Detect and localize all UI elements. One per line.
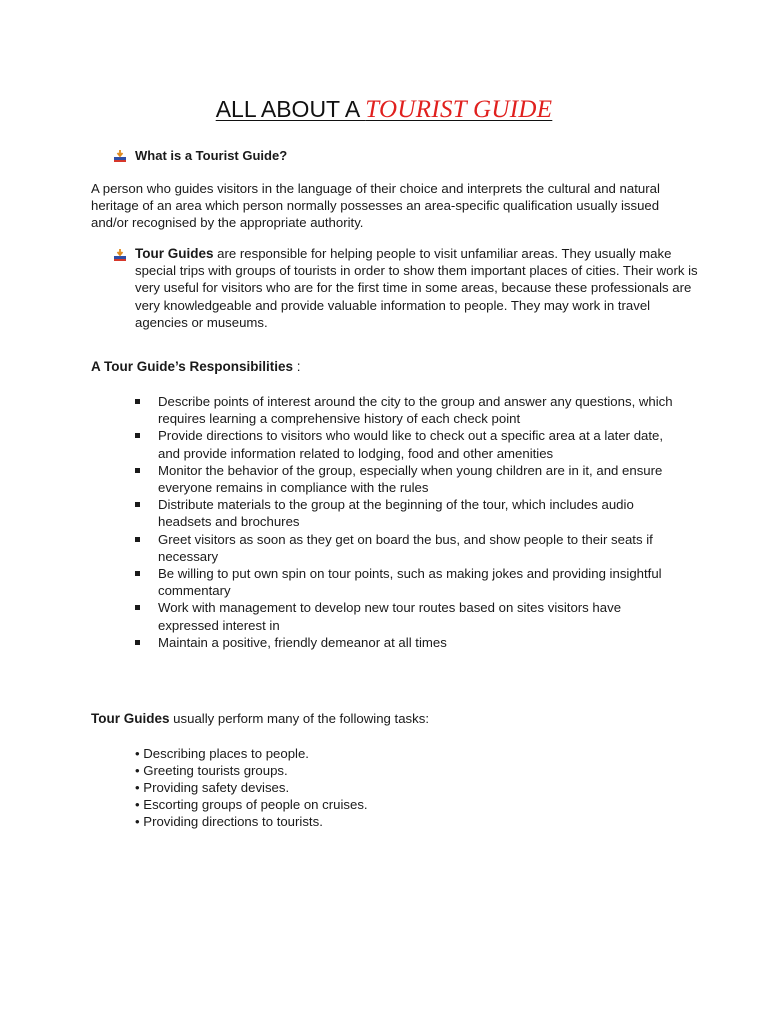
square-bullet-icon [135, 537, 140, 542]
tasks-heading-text: usually perform many of the following tasks: [169, 711, 429, 726]
square-bullet-icon [135, 605, 140, 610]
list-item: • Providing directions to tourists. [135, 814, 323, 829]
question-heading [113, 147, 287, 165]
tour-guides-label: Tour Guides [135, 246, 214, 261]
list-item: Describe points of interest around the city to the group and answer any questions, which requires learning a comprehensive history of each check point [135, 393, 675, 427]
list-item: Monitor the behavior of the group, especially when young children are in it, and ensure everyone remains in compliance with the rules [135, 462, 675, 496]
square-bullet-icon [135, 502, 140, 507]
title-accent: TOURIST GUIDE [365, 96, 553, 123]
tour-guides-text: are responsible for helping people to visit unfamiliar areas. They usually make special trips with groups of tourists in order to show them important places of cities. Their work is very useful for visitors who are for the first time in some areas, because these professionals are very knowledgeable and provide valuable information to people. They may work in travel agencies or museums. [135, 246, 698, 330]
list-item: • Greeting tourists groups. [135, 763, 288, 778]
question-heading-text: What is a Tourist Guide? [135, 148, 288, 163]
square-bullet-icon [135, 433, 140, 438]
list-item: Greet visitors as soon as they get on board the bus, and show people to their seats if necessary [135, 531, 675, 565]
tasks-list [135, 745, 368, 830]
responsibilities-heading-text: A Tour Guide’s Responsibilities [91, 359, 294, 374]
list-item: Maintain a positive, friendly demeanor at all times [135, 634, 675, 651]
responsibilities-heading [91, 358, 301, 376]
arrow-book-icon [113, 248, 127, 262]
list-item: Provide directions to visitors who would like to check out a specific area at a later date, and provide information related to lodging, food and other amenities [135, 427, 675, 461]
title-plain: ALL ABOUT A [215, 96, 366, 122]
responsibilities-list [135, 393, 675, 651]
square-bullet-icon [135, 468, 140, 473]
tasks-heading [91, 710, 429, 728]
list-item: Distribute materials to the group at the beginning of the tour, which includes audio headsets and brochures [135, 496, 675, 530]
arrow-book-icon [113, 149, 127, 163]
tasks-heading-label: Tour Guides [91, 711, 170, 726]
square-bullet-icon [135, 640, 140, 645]
intro-paragraph: A person who guides visitors in the language of their choice and interprets the cultural and natural heritage of an area which person normally possesses an area-specific qualification usually issued and/or recognised by the appropriate authority. [91, 181, 660, 230]
list-item: • Escorting groups of people on cruises. [135, 797, 368, 812]
tour-guides-paragraph [113, 245, 705, 331]
square-bullet-icon [135, 571, 140, 576]
list-item: • Providing safety devises. [135, 780, 290, 795]
list-item: Be willing to put own spin on tour points, such as making jokes and providing insightful commentary [135, 565, 675, 599]
page-title [0, 94, 768, 125]
responsibilities-heading-suffix: : [293, 359, 301, 374]
list-item: • Describing places to people. [135, 746, 309, 761]
list-item: Work with management to develop new tour routes based on sites visitors have expressed interest in [135, 599, 675, 633]
square-bullet-icon [135, 399, 140, 404]
